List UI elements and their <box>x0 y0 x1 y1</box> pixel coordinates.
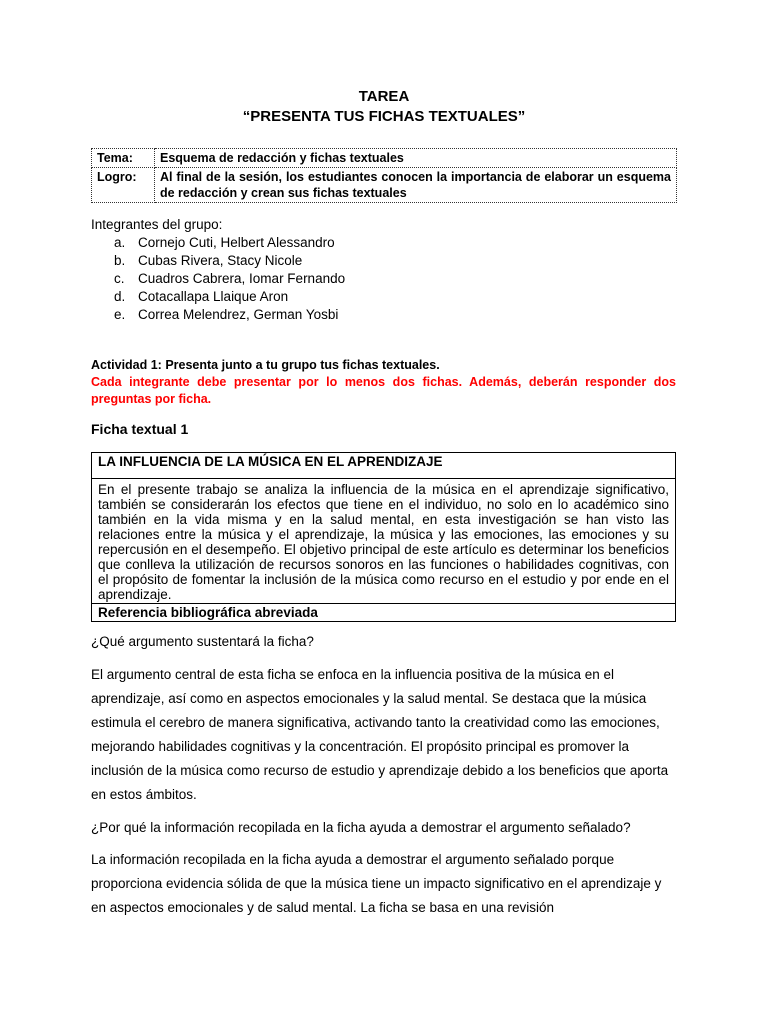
list-marker: c. <box>114 271 125 286</box>
member-name: Cotacallapa Llaique Aron <box>138 289 289 304</box>
page-subtitle: “PRESENTA TUS FICHAS TEXTUALES” <box>242 108 526 125</box>
list-item <box>91 306 345 324</box>
list-item <box>91 270 345 288</box>
answer-2: La información recopilada en la ficha ayuda a demostrar el argumento señalado porque proporciona evidencia sólida de que la música tiene un impacto significativo en el aprendizaje y en aspectos emocionales y de salud mental. La ficha se basa en una revisión <box>91 852 662 915</box>
members-heading: Integrantes del grupo: <box>91 217 223 232</box>
ficha-box <box>91 452 676 622</box>
list-marker: e. <box>114 307 126 322</box>
list-marker: d. <box>114 289 126 304</box>
tema-label: Tema: <box>92 149 155 168</box>
tema-row <box>92 149 677 168</box>
members-list <box>91 234 345 324</box>
list-marker: a. <box>114 235 126 250</box>
ficha-heading: LA INFLUENCIA DE LA MÚSICA EN EL APRENDIZAJE <box>92 453 675 479</box>
group-members <box>91 215 345 324</box>
member-name: Cuadros Cabrera, Iomar Fernando <box>138 271 346 286</box>
list-marker: b. <box>114 253 126 268</box>
member-name: Cubas Rivera, Stacy Nicole <box>138 253 303 268</box>
member-name: Correa Melendrez, German Yosbi <box>138 307 339 322</box>
page-title: TAREA <box>358 88 410 105</box>
activity-instruction: Cada integrante debe presentar por lo menos dos fichas. Además, deberán responder dos preguntas por ficha. <box>91 375 676 406</box>
list-item <box>91 234 345 252</box>
ficha-reference: Referencia bibliográfica abreviada <box>98 605 318 620</box>
logro-row <box>92 168 677 203</box>
logro-value: Al final de la sesión, los estudiantes conocen la importancia de elaborar un esquema de redacción y crean sus fichas textuales <box>155 168 677 203</box>
ficha-label: Ficha textual 1 <box>91 421 189 437</box>
info-table <box>91 148 677 203</box>
list-item <box>91 252 345 270</box>
logro-label: Logro: <box>92 168 155 203</box>
activity-block <box>91 357 676 408</box>
list-item <box>91 288 345 306</box>
question-2: ¿Por qué la información recopilada en la ficha ayuda a demostrar el argumento señalado? <box>91 820 631 835</box>
ficha-body: En el presente trabajo se analiza la influencia de la música en el aprendizaje significativo, también se considerarán los efectos que tiene en el individuo, no solo en lo académico sino también en la vida misma y en la salud mental, en esta investigación se han visto las relaciones entre la música y el aprendizaje, la música y las emociones, las emociones y su repercusión en el desempeño. El objetivo principal de este artículo es determinar los beneficios que conlleva la utilización de recursos sonoros en las funciones o habilidades cognitivas, con el propósito de fomentar la inclusión de la música como recurso en el estudio y por ende en el aprendizaje. <box>92 479 675 604</box>
question-1: ¿Qué argumento sustentará la ficha? <box>91 634 314 649</box>
member-name: Cornejo Cuti, Helbert Alessandro <box>138 235 335 250</box>
answer-1: El argumento central de esta ficha se enfoca en la influencia positiva de la música en el aprendizaje, así como en aspectos emocionales y la salud mental. Se destaca que la música estimula el cerebro de manera significativa, activando tanto la creatividad como las emociones, mejorando habilidades cognitivas y la concentración. El propósito principal es promover la inclusión de la música como recurso de estudio y aprendizaje debido a los beneficios que aporta en estos ámbitos. <box>91 667 669 802</box>
activity-title: Actividad 1: Presenta junto a tu grupo tus fichas textuales. <box>91 358 440 372</box>
tema-value: Esquema de redacción y fichas textuales <box>155 149 677 168</box>
